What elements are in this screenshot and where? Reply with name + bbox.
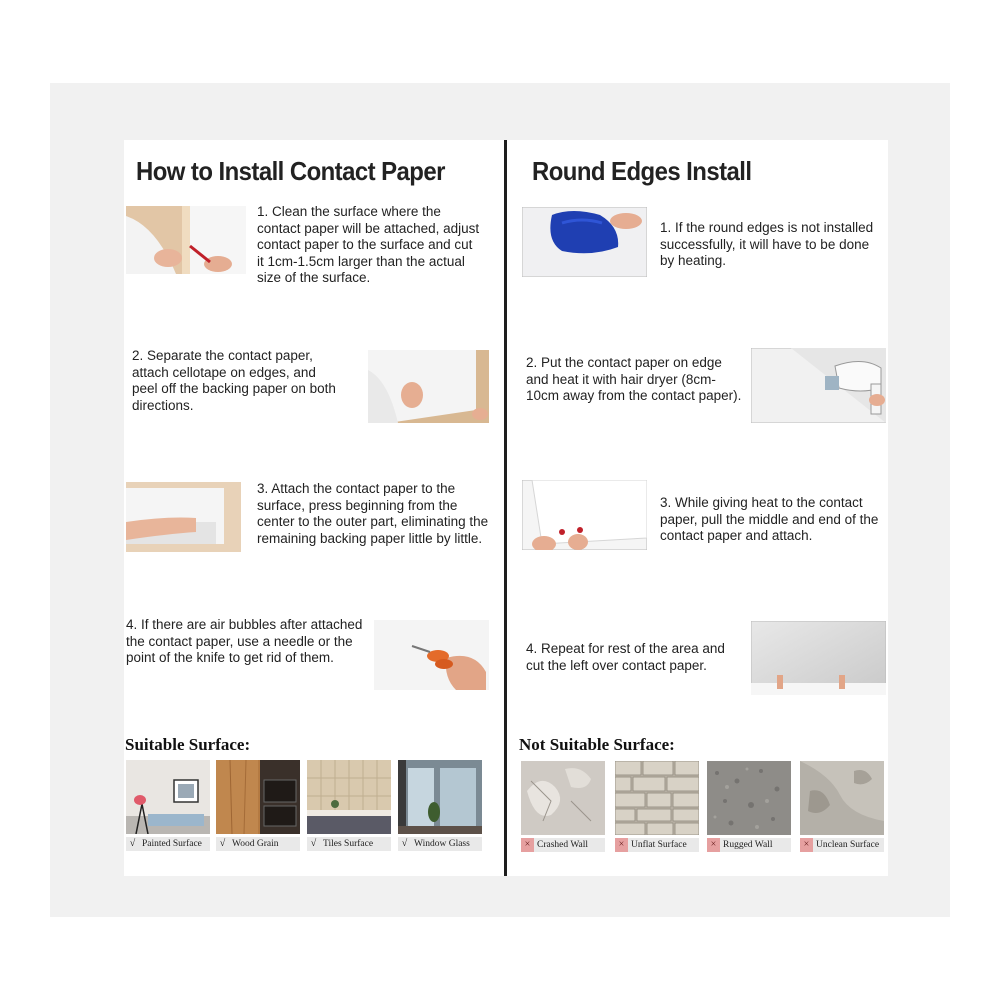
surface-tiles-tag: √ Tiles Surface: [307, 837, 391, 851]
surface-unflat-image: [615, 761, 699, 835]
right-step-4-photo-trimming: [751, 621, 886, 695]
cross-icon: ×: [615, 838, 628, 852]
surface-painted-tag: √ Painted Surface: [126, 837, 210, 851]
right-step-1-photo-cloth: [522, 207, 647, 277]
right-step-3-photo-pulling: [522, 480, 647, 550]
cross-icon: ×: [707, 838, 720, 852]
check-icon: √: [219, 838, 226, 849]
right-step-4: 4. Repeat for rest of the area and cut the left over contact paper.: [526, 641, 725, 673]
left-step-3: 3. Attach the contact paper to the surface, press beginning from the center to the outer part, eliminating the remaining backing paper little by little.: [257, 481, 489, 546]
right-step-2: 2. Put the contact paper on edge and heat it with hair dryer (8cm-10cm away from the contact paper).: [526, 355, 742, 403]
check-icon: √: [129, 838, 136, 849]
step-3-photo-attaching: [126, 482, 241, 552]
surface-crashed-wall-image: [521, 761, 605, 835]
left-step-2: 2. Separate the contact paper, attach cellotape on edges, and peel off the backing paper on both directions.: [132, 348, 336, 413]
right-step-1: 1. If the round edges is not installed successfully, it will have to be done by heating.: [660, 220, 874, 268]
check-icon: √: [401, 838, 408, 849]
left-title: How to Install Contact Paper: [136, 156, 445, 186]
surface-unclean-tag: × Unclean Surface: [800, 838, 884, 852]
surface-crashed-wall-tag: × Crashed Wall: [521, 838, 605, 852]
suitable-surface-heading: Suitable Surface:: [125, 735, 251, 754]
right-step-3: 3. While giving heat to the contact paper, pull the middle and end of the contact paper and attach.: [660, 495, 879, 543]
surface-painted-image: [126, 760, 210, 834]
surface-wood-tag: √ Wood Grain: [216, 837, 300, 851]
surface-tiles-image: [307, 760, 391, 834]
surface-rugged-wall-image: [707, 761, 791, 835]
check-icon: √: [310, 838, 317, 849]
surface-wood-image: [216, 760, 300, 834]
left-step-1: 1. Clean the surface where the contact paper will be attached, adjust contact paper to the surface and cut it 1cm-1.5cm larger than the actual size of the surface.: [257, 204, 480, 285]
column-divider: [504, 140, 507, 876]
surface-rugged-wall-tag: × Rugged Wall: [707, 838, 791, 852]
step-2-photo-peeling: [368, 350, 489, 423]
surface-unclean-image: [800, 761, 884, 835]
surface-glass-image: [398, 760, 482, 834]
step-4-photo-needle: [374, 620, 489, 690]
cross-icon: ×: [800, 838, 813, 852]
step-1-photo-cutting: [126, 206, 246, 274]
right-step-2-photo-hairdryer: [751, 348, 886, 423]
not-suitable-surface-heading: Not Suitable Surface:: [519, 735, 675, 754]
surface-glass-tag: √ Window Glass: [398, 837, 482, 851]
left-step-4: 4. If there are air bubbles after attached the contact paper, use a needle or the point of the knife to get rid of them.: [126, 617, 363, 665]
surface-unflat-tag: × Unflat Surface: [615, 838, 699, 852]
right-title: Round Edges Install: [532, 156, 752, 186]
cross-icon: ×: [521, 838, 534, 852]
